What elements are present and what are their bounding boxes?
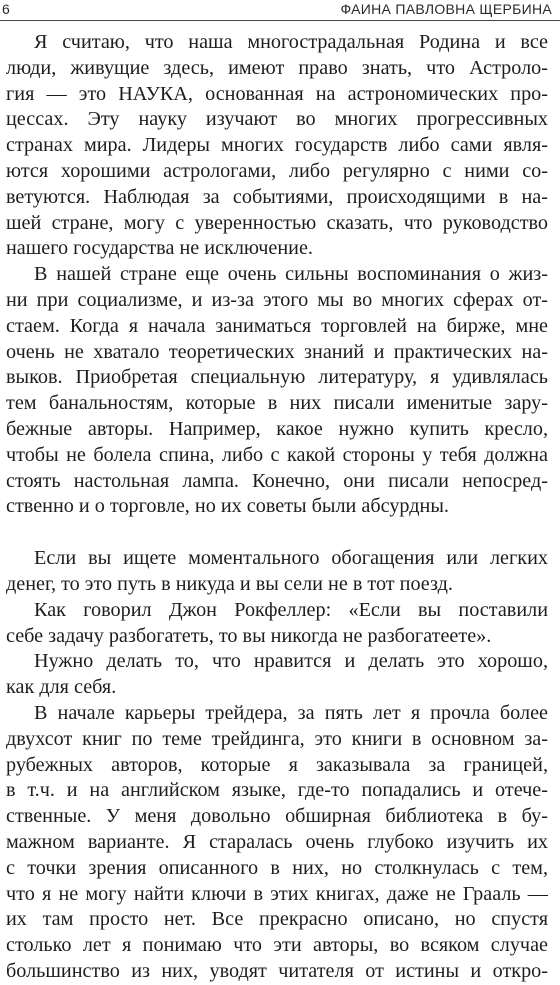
text-line: Нужно делать то, что нравится и делать это хорошо, <box>34 650 548 673</box>
text-line: стоять настольная лампа. Конечно, они писали непосред- <box>6 469 548 492</box>
text-line: Если вы ищете моментального обогащения или легких <box>34 547 548 570</box>
text-line: ственно и о торговле, но их советы были абсурдны. <box>6 495 449 518</box>
page-number: 6 <box>2 1 10 17</box>
page-header <box>0 0 560 20</box>
text-line: мажном варианте. Я старалась очень глубоко изучить их <box>6 830 548 853</box>
running-title: ФАИНА ПАВЛОВНА ЩЕРБИНА <box>340 1 552 17</box>
text-line: Я считаю, что наша многострадальная Родина и все <box>34 31 548 53</box>
text-line: денег, то это путь в никуда и вы сели не в тот поезд. <box>6 572 453 595</box>
text-line: с точки зрения описанного в них, но столкнулась с тем, <box>6 856 548 879</box>
paragraph <box>6 649 548 701</box>
text-line: шей стране, могу с уверенностью сказать, что руководство <box>6 211 548 234</box>
text-line: выков. Приобретая специальную литературу, я удивлялась <box>6 366 548 389</box>
text-line: очень не хватало теоретических знаний и практических на- <box>6 340 548 363</box>
text-line: бежные авторы. Например, какое нужно купить кресло, <box>6 417 548 440</box>
text-line: В нашей стране еще очень сильны воспоминания о жиз- <box>34 263 548 286</box>
text-line: большинство из них, уводят читателя от истины и откро- <box>6 959 548 982</box>
text-line: тем банальностям, которые в них писали именитые зару- <box>6 392 548 415</box>
text-line: В начале карьеры трейдера, за пять лет я прочла более <box>34 701 548 724</box>
text-line: их там просто нет. Все прекрасно описано, но спустя <box>6 908 548 931</box>
text-line: ни при социализме, и из-за этого мы во многих сферах от- <box>6 288 548 311</box>
text-line: рубежных авторов, которые я заказывала за границей, <box>6 753 548 776</box>
text-line: чтобы не болела спина, либо с какой стороны у тебя должна <box>6 443 548 466</box>
text-line: странах мира. Лидеры многих государств либо сами явля- <box>6 134 548 157</box>
paragraph <box>6 546 548 598</box>
text-line: себе задачу разбогатеть, то вы никогда не разбогатеете». <box>6 624 492 647</box>
text-line: люди, живущие здесь, имеют право знать, что Астроло- <box>6 56 548 79</box>
text-line: стаем. Когда я начала заниматься торговлей на бирже, мне <box>6 314 548 337</box>
text-line: столько лет я понимаю что эти авторы, во всяком случае <box>6 934 548 957</box>
text-line: в т.ч. и на английском языке, где-то попадались и отече- <box>6 779 548 802</box>
text-line: двухсот книг по теме трейдинга, это книги в основном за- <box>6 727 548 750</box>
text-line: ются хорошими астрологами, либо регулярно с ними со- <box>6 159 548 182</box>
paragraph <box>6 598 548 650</box>
body-text <box>6 30 548 985</box>
text-line: как для себя. <box>6 676 117 699</box>
text-line: ственные. У меня довольно обширная библиотека в бу- <box>6 805 548 828</box>
text-line: цессах. Эту науку изучают во многих прогрессивных <box>6 108 548 131</box>
header-rule <box>0 20 560 21</box>
text-line: нашего государства не исключение. <box>6 237 313 260</box>
text-line: Как говорил Джон Рокфеллер: «Если вы поставили <box>34 598 548 621</box>
section-gap <box>6 520 548 546</box>
paragraph <box>6 262 548 520</box>
text-line: что я не могу найти ключи в этих книгах, даже не Грааль — <box>6 882 548 905</box>
paragraph <box>6 701 548 985</box>
paragraph <box>6 30 548 262</box>
text-line: ветуются. Наблюдая за событиями, происходящими в на- <box>6 185 548 208</box>
text-line: гия — это НАУКА, основанная на астрономических про- <box>6 82 548 105</box>
